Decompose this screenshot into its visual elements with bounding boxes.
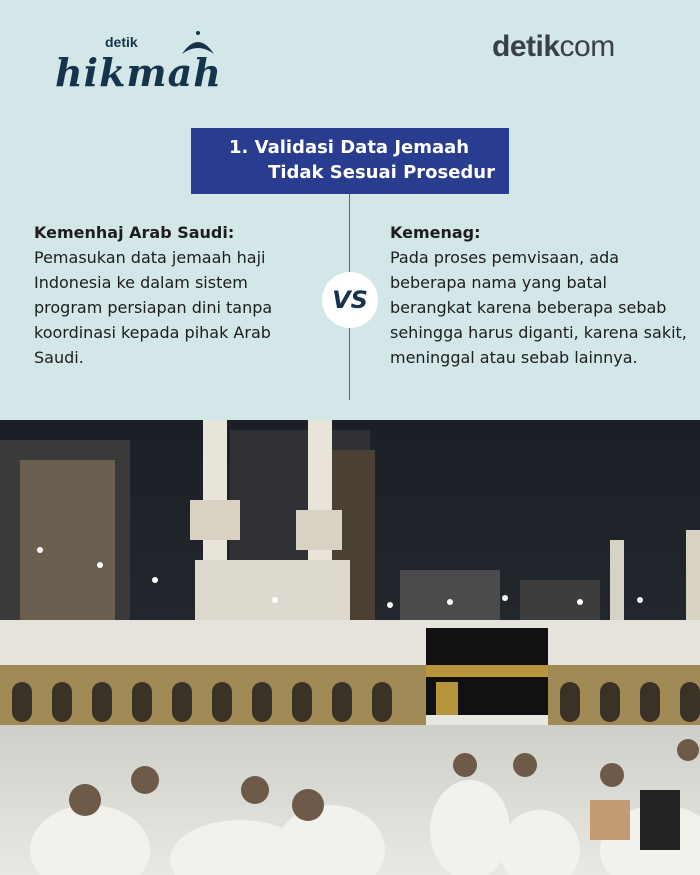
logo-small-text: detik — [105, 34, 138, 50]
title-line-1: 1. Validasi Data Jemaah — [229, 137, 470, 158]
logo-big-text: hikmah — [55, 50, 222, 95]
infographic-header — [0, 0, 700, 420]
right-body: Pada proses pemvisaan, ada beberapa nama yang batal berangkat karena beberapa sebab sehingga harus diganti, karena sakit, meninggal atau sebab lainnya. — [390, 248, 687, 367]
detikcom-logo — [492, 30, 615, 64]
logo-thin-part: com — [559, 30, 615, 63]
section-title — [191, 128, 509, 194]
left-body: Pemasukan data jemaah haji Indonesia ke dalam sistem program persiapan dini tanpa koordinasi kepada pihak Arab Saudi. — [34, 248, 273, 367]
right-heading: Kemenag: — [390, 223, 481, 242]
kaaba-pilgrims-photo-icon — [0, 420, 700, 875]
kaaba-photo — [0, 420, 700, 875]
right-column — [390, 220, 690, 370]
left-column — [34, 220, 314, 370]
logo-bold-part: detik — [492, 30, 560, 63]
detik-hikmah-logo — [55, 28, 230, 98]
title-line-2: Tidak Sesuai Prosedur — [268, 162, 495, 183]
vs-badge: VS — [322, 272, 378, 328]
left-heading: Kemenhaj Arab Saudi: — [34, 223, 235, 242]
